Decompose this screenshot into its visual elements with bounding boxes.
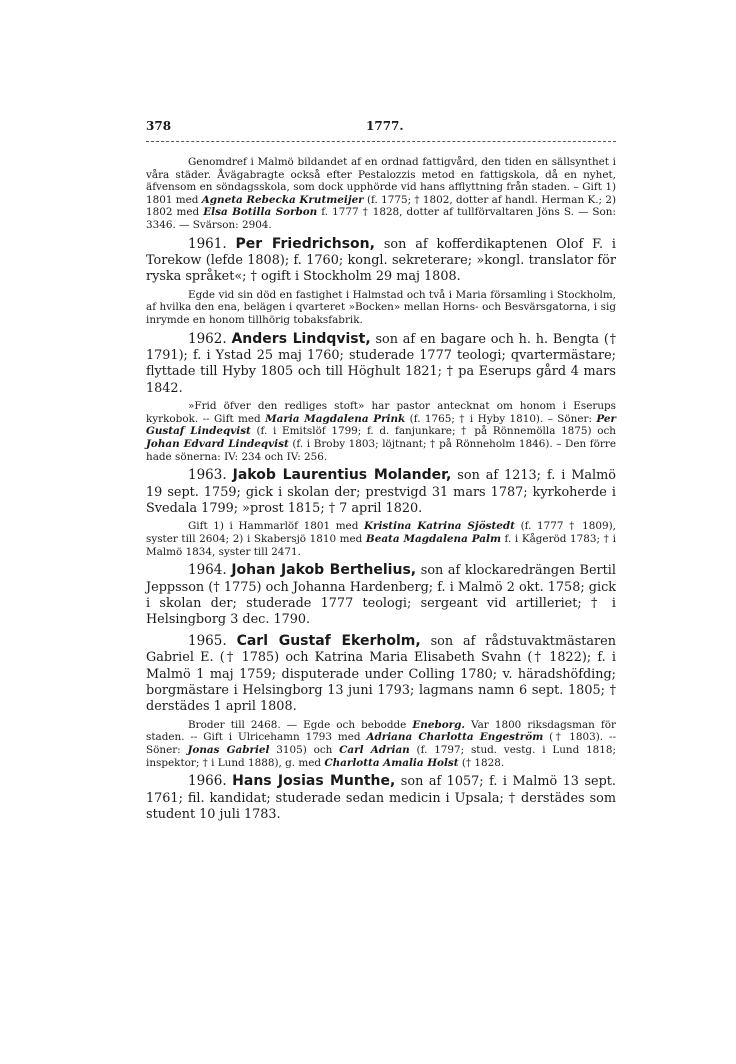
note-text: (f. i Emitslöf 1799; f. d. fanjunkare; † på Rönnemölla 1875) och	[250, 425, 616, 438]
note-text: 3105) och	[269, 744, 340, 756]
intro-text-2: (f. 1775; † 1802, dotter af handl. Herman K.; 2) 1802 med	[146, 193, 616, 219]
entry-text: son af kofferdikaptenen Olof F. i Torekow (lefde 1808); f. 1760; kongl. sekreterare; »kongl. translator för ryska språket«; † ogift i Stockholm 29 maj 1808.	[146, 236, 616, 285]
entry-name: Carl Gustaf Ekerholm,	[236, 632, 421, 649]
note-text: (f. 1797; stud. vestg. i Lund 1818; inspektor; † i Lund 1888), g. med	[146, 744, 617, 769]
entry-1961	[146, 236, 616, 286]
entry-1962-note	[146, 400, 616, 463]
entry-number: 1961.	[188, 235, 227, 252]
note-text: »Frid öfver den redliges stoft» har pastor antecknat om honom i Eserups kyrkobok. -- Gift med	[146, 400, 616, 425]
intro-text-1: Genomdref i Malmö bildandet af en ordnad fattigvård, den tiden en sällsynthet i våra städer. Åvägabragte också efter Pestalozzis metod en fattigskola, då en nyhet, äfvensom en söndagsskola, som dock upphörde vid hans afflyttning från staden. – Gift 1) 1801 med	[146, 156, 616, 206]
note-text: († 1803). -- Söner:	[146, 731, 616, 756]
entry-name: Anders Lindqvist,	[231, 330, 371, 347]
note-text: (f. 1777 † 1809), syster till 2604; 2) i Skabersjö 1810 med	[146, 520, 616, 545]
entry-1963	[146, 467, 616, 517]
entry-name: Hans Josias Munthe,	[232, 773, 396, 790]
note-place: Eneborg.	[412, 718, 465, 731]
entry-text: son af 1213; f. i Malmö 19 sept. 1759; gick i skolan der; prestvigd 31 mars 1787; kyrkoherde i Svedala 1799; »prost 1815; † 7 april 1820.	[146, 468, 616, 516]
note-text: f. i Kågeröd 1783; † i Malmö 1834, syster till 2471.	[146, 532, 616, 558]
running-head-year: 1777.	[366, 119, 404, 133]
note-person: Kristina Katrina Sjöstedt	[363, 520, 515, 533]
entry-name: Per Friedrichson,	[235, 235, 375, 252]
note-text: (f. 1765; † i Hyby 1810). – Söner:	[405, 412, 597, 425]
note-text: Var 1800 riksdagsman för staden. -- Gift i Ulricehamn 1793 med	[146, 718, 616, 744]
note-person: Adriana Charlotta Engeström	[366, 731, 544, 744]
note-text: Broder till 2468. — Egde och bebodde	[188, 718, 413, 731]
entry-1961-note	[146, 289, 616, 327]
entry-1963-note	[146, 520, 616, 558]
entry-1966	[146, 773, 616, 823]
intro-wife-2: Elsa Botilla Sorbon	[203, 206, 318, 219]
note-person: Beata Magdalena Palm	[365, 532, 501, 545]
entry-1962	[146, 331, 616, 398]
entry-text: son af rådstuvaktmästaren Gabriel E. († 1785) och Katrina Maria Elisabeth Svahn († 1822); f. i Malmö 1 maj 1759; disputerade under Colling 1780; v. häradshöfding; borgmästare i Helsingborg 13 juni 1793; lagmans namn 6 sept. 1805; † derstädes 1 april 1808.	[146, 633, 616, 715]
note-text: Egde vid sin död en fastighet i Halmstad och två i Maria församling i Stockholm, af hvilka den ena, belägen i qvarteret »Bocken» mellan Horns- och Besvärsgatorna, i sig inrymde en honom tillhörig tobaksfabrik.	[146, 288, 616, 326]
note-person: Charlotta Amalia Holst	[324, 756, 459, 769]
intro-wife-1: Agneta Rebecka Krutmeijer	[201, 193, 364, 206]
entry-1965-note	[146, 719, 616, 769]
page-number: 378	[146, 119, 172, 133]
note-person: Per Gustaf Lindeqvist	[146, 412, 616, 438]
page-body	[146, 156, 616, 826]
entry-number: 1964.	[188, 562, 227, 579]
entry-text: son af en bagare och h. h. Bengta († 1791); f. i Ystad 25 maj 1760; studerade 1777 teologi; qvartermästare; flyttade till Hyby 1805 och till Höghult 1821; † pa Eserups gård 4 mars 1842.	[146, 331, 616, 396]
note-person: Maria Magdalena Prink	[265, 412, 406, 425]
entry-name: Johan Jakob Berthelius,	[231, 562, 417, 579]
entry-1964	[146, 562, 616, 629]
entry-number: 1963.	[188, 467, 227, 484]
entry-number: 1966.	[188, 773, 227, 790]
entry-number: 1965.	[188, 632, 227, 649]
note-text: (f. i Broby 1803; löjtnant; † på Rönneholm 1846). – Den förre hade sönerna: IV: 234 och IV: 256.	[146, 437, 616, 463]
note-person: Johan Edvard Lindeqvist	[146, 437, 289, 450]
entry-number: 1962.	[188, 330, 227, 347]
note-person: Jonas Gabriel	[187, 744, 270, 756]
entry-text: son af 1057; f. i Malmö 13 sept. 1761; fil. kandidat; studerade sedan medicin i Upsala; † derstädes som student 10 juli 1783.	[146, 774, 616, 822]
entry-1965	[146, 633, 616, 716]
header-rule	[146, 141, 616, 142]
note-text: Gift 1) i Hammarlöf 1801 med	[188, 520, 364, 533]
note-text: († 1828.	[458, 756, 505, 769]
page-header	[146, 119, 616, 139]
note-person: Carl Adrian	[339, 744, 410, 756]
entry-name: Jakob Laurentius Molander,	[232, 467, 452, 484]
intro-text-3: f. 1777 † 1828, dotter af tullförvaltaren Jöns S. — Son: 3346. — Svärson: 2904.	[146, 206, 617, 231]
intro-paragraph	[146, 156, 616, 232]
entry-text: son af klockaredrängen Bertil Jeppsson († 1775) och Johanna Hardenberg; f. i Malmö 2 okt. 1758; gick i skolan der; studerade 1777 teologi; sergeant vid artilleriet; † i Helsingborg 3 dec. 1790.	[146, 563, 616, 628]
